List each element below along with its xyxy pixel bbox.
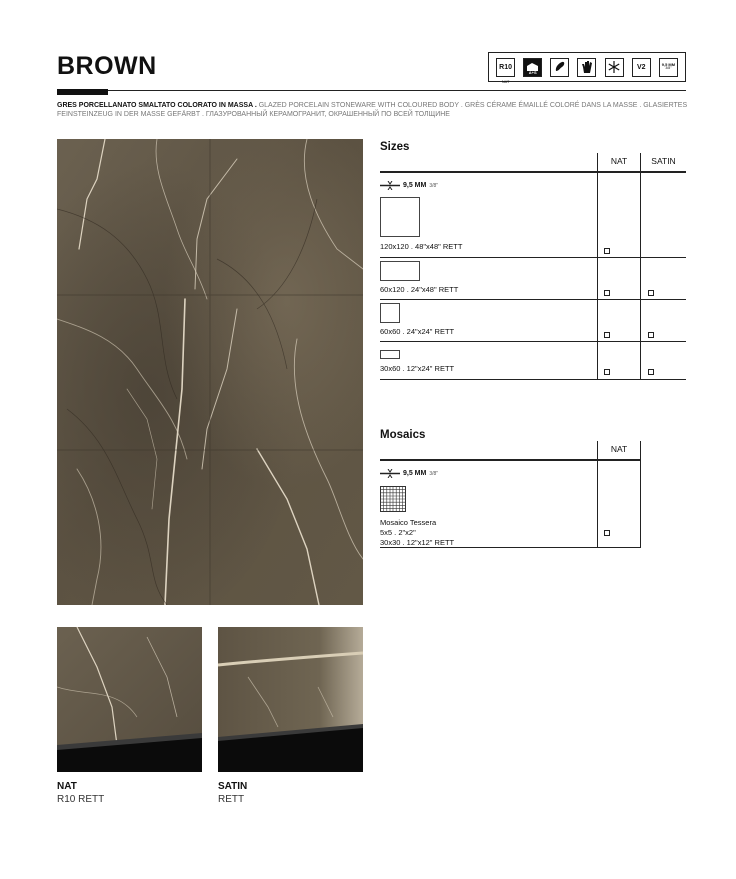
- size-120x120-shape: [380, 197, 420, 237]
- sizes-thickness: [380, 181, 438, 190]
- size-60x120-satin-mark: [648, 290, 654, 296]
- sizes-bottom-rule: [380, 379, 686, 380]
- product-description: [57, 101, 697, 119]
- size-60x120-label: 60x120 . 24"x48" RETT: [380, 285, 459, 294]
- mosaic-sheet-size: 30x30 . 12"x12" RETT: [380, 538, 455, 547]
- sizes-title: Sizes: [380, 141, 410, 153]
- sizes-row-rule: [380, 341, 686, 342]
- tile-photo: [57, 139, 363, 605]
- marble-texture-image: [57, 139, 363, 605]
- page-title: BROWN: [57, 52, 157, 80]
- mosaic-name: Mosaico Tessera: [380, 518, 437, 527]
- mosaics-thickness-mm: 9,5 MM: [403, 470, 427, 477]
- r10-sublabel: NAT: [501, 78, 510, 84]
- size-30x60-shape: [380, 350, 400, 359]
- mosaic-nat-mark: [604, 530, 610, 536]
- sizes-thickness-inch: 3/8": [429, 182, 439, 189]
- foot-traffic-icon: [550, 58, 569, 77]
- satin-finish-sample: [218, 627, 363, 772]
- thickness-symbol-icon: [380, 181, 400, 190]
- title-accent-bar: [57, 89, 108, 95]
- mosaics-col-nat: NAT: [610, 444, 628, 454]
- size-60x60-satin-mark: [648, 332, 654, 338]
- v2-label: V2: [636, 63, 646, 71]
- size-30x60-satin-mark: [648, 369, 654, 375]
- frost-resistant-icon: [605, 58, 624, 77]
- size-60x60-nat-mark: [604, 332, 610, 338]
- mosaics-divider-1: [597, 441, 598, 548]
- sizes-row-rule: [380, 257, 686, 258]
- sizes-col-satin: SATIN: [651, 156, 676, 166]
- satin-finish-spec: RETT: [218, 794, 245, 805]
- thickness-icon-label: 9,5 MM: [661, 62, 676, 68]
- thickness-icon-sublabel: 3/8": [665, 66, 672, 71]
- technical-icons-strip: [488, 52, 686, 82]
- r10-slip-icon: [496, 58, 515, 84]
- sizes-row-rule: [380, 299, 686, 300]
- emission-label: A+S: [528, 69, 537, 75]
- mosaic-size: 5x5 . 2"x2": [380, 528, 416, 537]
- mosaics-thickness: [380, 469, 438, 478]
- mosaic-grid-icon: [380, 486, 406, 512]
- satin-sample-image: [218, 627, 363, 772]
- size-60x60-shape: [380, 303, 400, 323]
- sizes-col-nat: NAT: [610, 156, 628, 166]
- size-60x120-nat-mark: [604, 290, 610, 296]
- size-120x120-nat-mark: [604, 248, 610, 254]
- size-30x60-nat-mark: [604, 369, 610, 375]
- title-rule: [57, 90, 686, 91]
- v2-variation-icon: [632, 58, 651, 77]
- r10-label: R10: [499, 63, 512, 71]
- thickness-icon: [659, 58, 678, 77]
- mosaics-header-rule: [380, 459, 641, 461]
- sizes-divider-1: [597, 153, 598, 380]
- mosaics-bottom-rule: [380, 547, 641, 548]
- sizes-thickness-mm: 9,5 MM: [403, 182, 427, 189]
- nat-finish-label: NAT: [57, 781, 77, 792]
- size-30x60-label: 30x60 . 12"x24" RETT: [380, 364, 455, 373]
- size-120x120-label: 120x120 . 48"x48" RETT: [380, 242, 463, 251]
- emission-class-icon: [523, 58, 542, 77]
- size-60x60-label: 60x60 . 24"x24" RETT: [380, 327, 455, 336]
- hand-resistance-icon: [577, 58, 596, 77]
- nat-finish-spec: R10 RETT: [57, 794, 105, 805]
- description-bold: GRES PORCELLANATO SMALTATO COLORATO IN MASSA .: [57, 102, 257, 109]
- description-rest: GLAZED PORCELAIN STONEWARE WITH COLOURED BODY . GRÈS CÉRAME ÉMAILLÉ COLORÉ DANS LA MASSE . GLASIERTES FEINSTEINZEUG IN DER MASSE GEFÄRBT . ГЛАЗУРОВАННЫЙ КЕРАМОГРАНИТ, ОКРАШЕННЫЙ ПО ВСЕЙ ТОЛЩИНЕ: [57, 102, 688, 118]
- nat-sample-image: [57, 627, 202, 772]
- mosaics-title: Mosaics: [380, 429, 426, 441]
- sizes-divider-2: [640, 153, 641, 380]
- satin-finish-label: SATIN: [218, 781, 248, 792]
- mosaics-thickness-inch: 3/8": [429, 470, 439, 477]
- nat-finish-sample: [57, 627, 202, 772]
- thickness-symbol-icon: [380, 469, 400, 478]
- size-60x120-shape: [380, 261, 420, 281]
- mosaics-divider-2: [640, 441, 641, 548]
